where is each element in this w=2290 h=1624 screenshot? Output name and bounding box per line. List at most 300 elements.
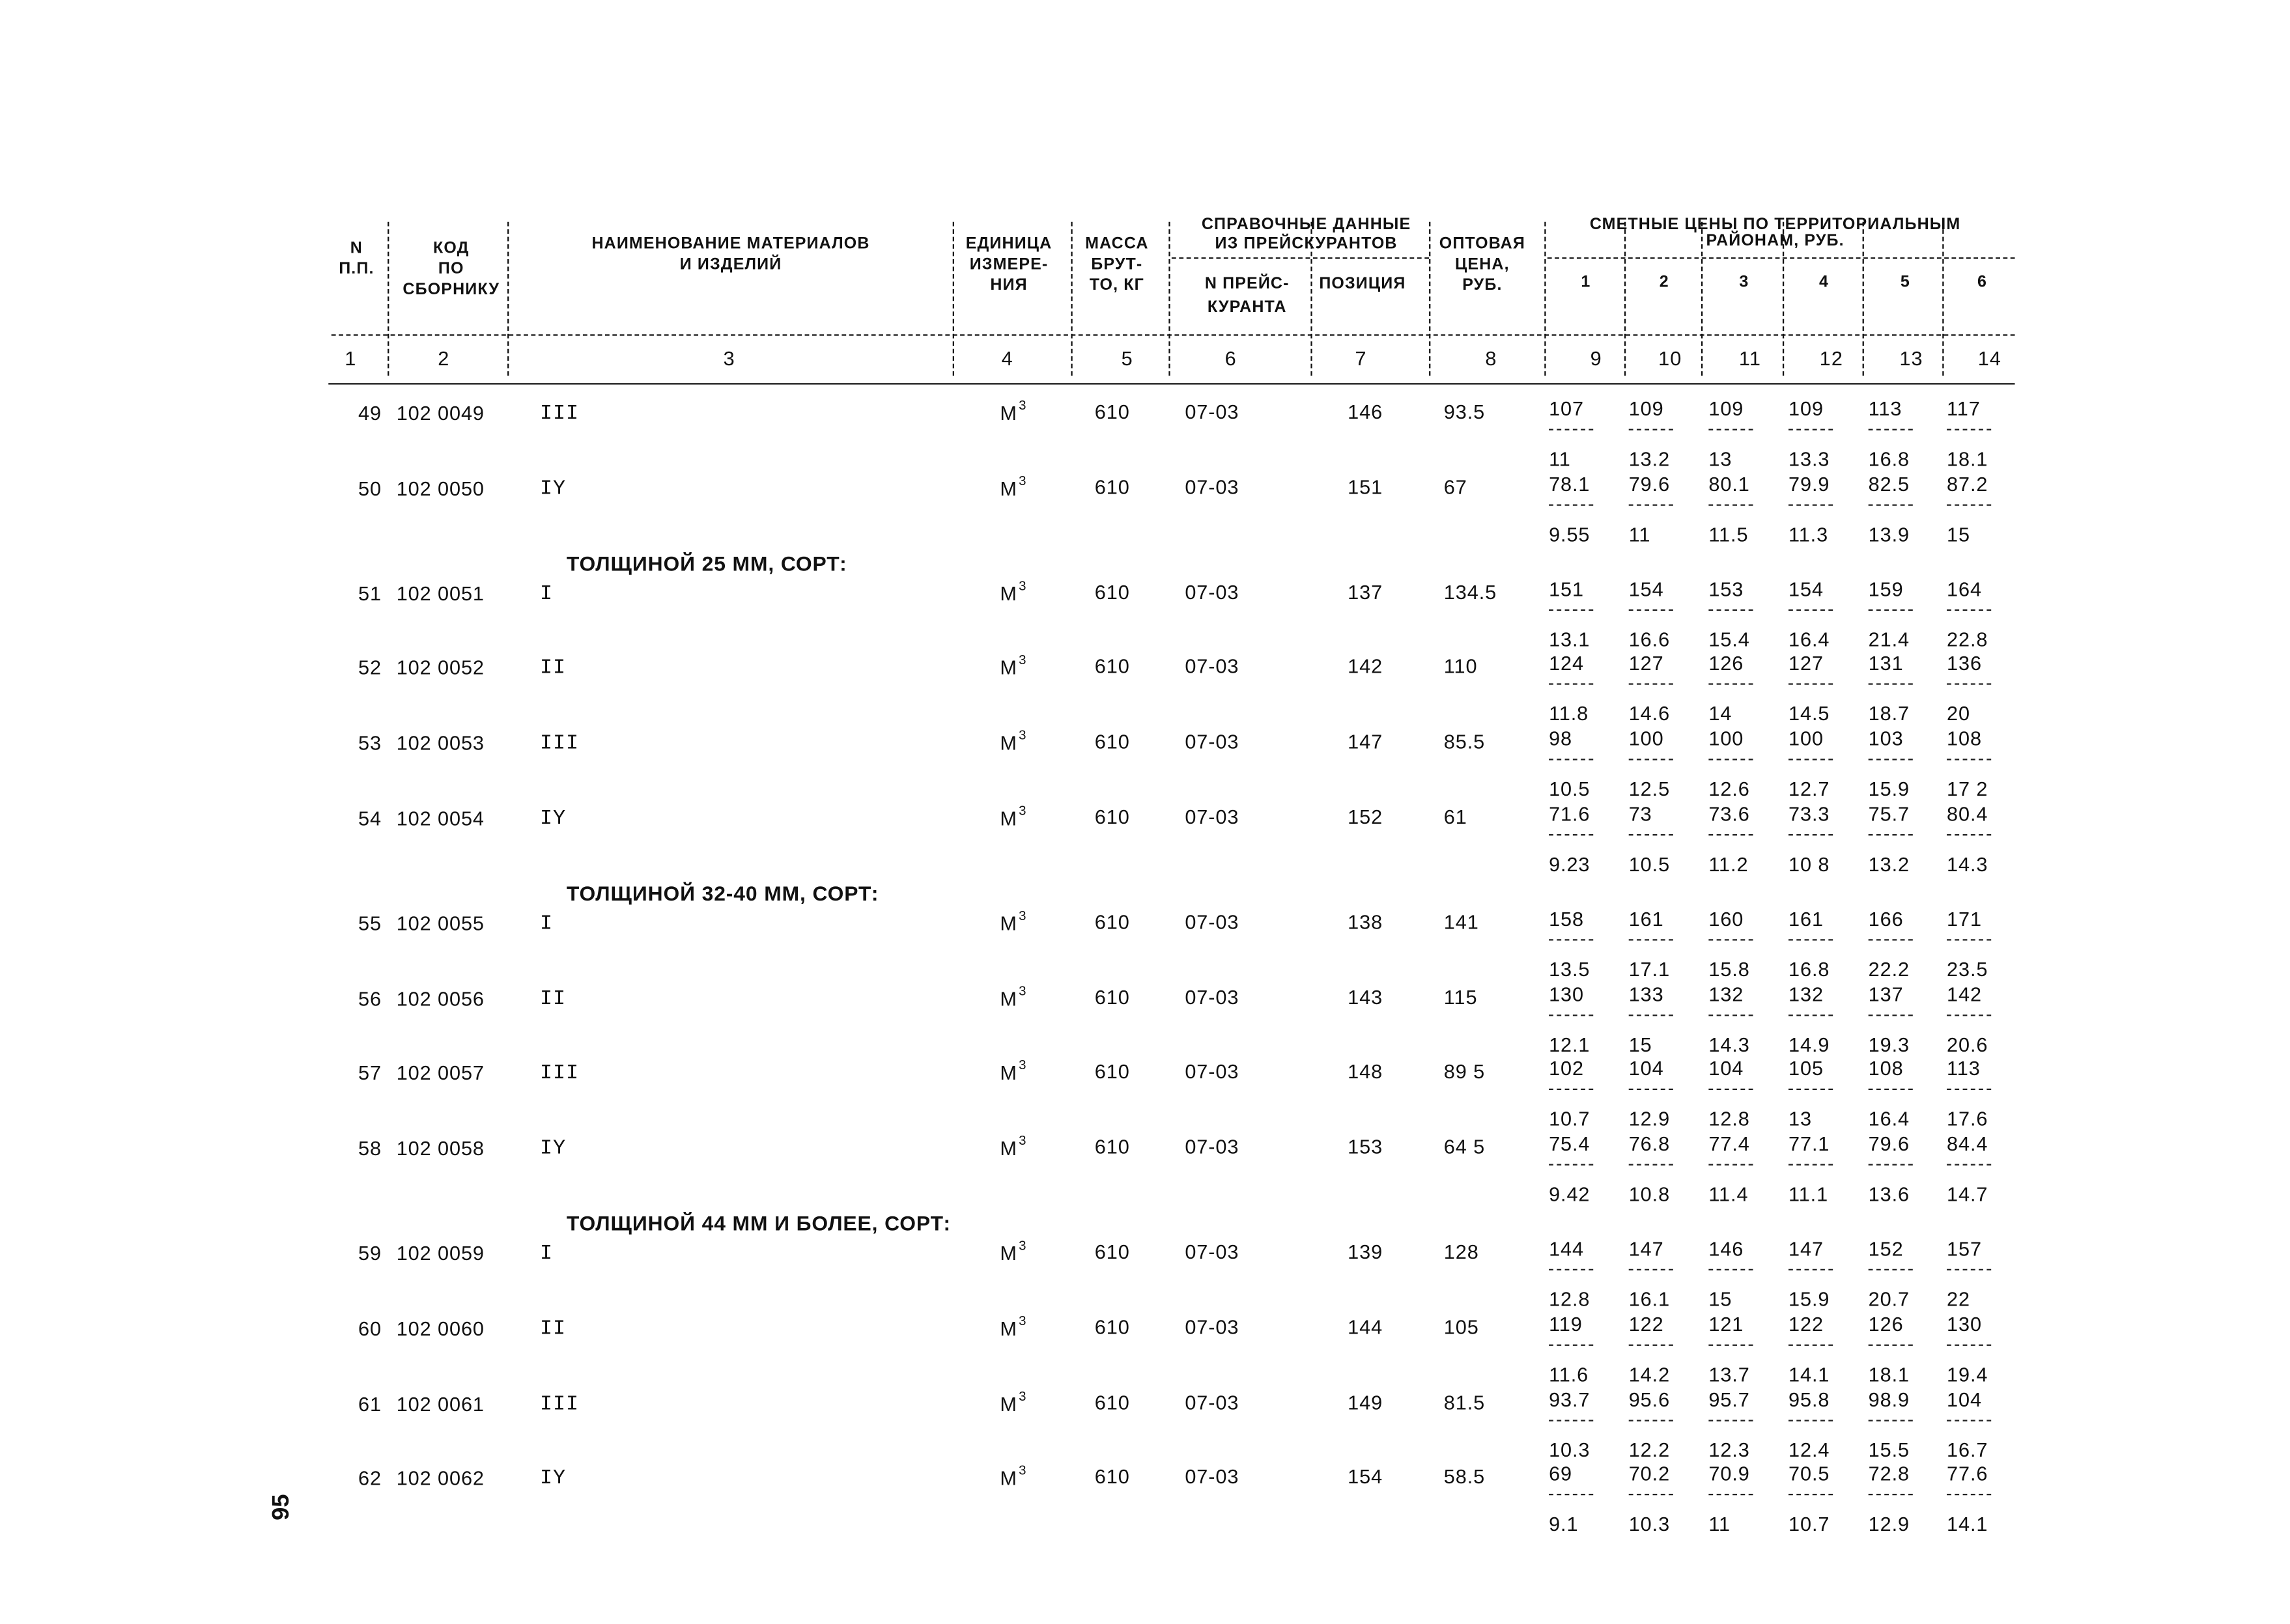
column-divider [1429, 222, 1430, 376]
fraction-bar [1549, 609, 1593, 610]
fraction-bar [1869, 1089, 1913, 1091]
header-code: ПО [438, 260, 464, 279]
region-price-with-transport: 122 [1788, 1313, 1824, 1336]
fraction-bar [1947, 939, 1991, 940]
header-mass: ТО, КГ [1089, 276, 1144, 294]
unit-exponent: 3 [1019, 578, 1027, 593]
fraction-bar [1549, 504, 1593, 505]
region-price-base: 11.4 [1708, 1183, 1749, 1206]
row-code: 102 0060 [396, 1317, 485, 1340]
region-price-with-transport: 75.4 [1549, 1133, 1590, 1156]
header-npp: N [350, 239, 363, 258]
fraction-bar [1788, 834, 1833, 835]
row-mass: 610 [1094, 1240, 1130, 1263]
region-price-with-transport: 124 [1549, 652, 1584, 675]
row-wholesale-price: 58.5 [1443, 1466, 1486, 1489]
region-price-with-transport: 73.6 [1708, 803, 1750, 826]
fraction-bar [1947, 1344, 1991, 1345]
region-price-with-transport: 84.4 [1947, 1133, 1988, 1156]
header-column-number: 8 [1485, 347, 1497, 370]
region-price-base: 15 [1628, 1033, 1652, 1056]
header-rule [332, 334, 2015, 335]
row-unit: М $^3$ [1000, 727, 1027, 755]
region-price-base: 11.1 [1788, 1183, 1829, 1206]
region-price-with-transport: 113 [1868, 397, 1902, 421]
region-price-base: 14.1 [1947, 1513, 1988, 1536]
region-price-base: 13.5 [1549, 958, 1590, 981]
fraction-bar [1629, 834, 1673, 835]
region-price-with-transport: 152 [1868, 1238, 1904, 1261]
fraction-bar [1629, 1089, 1673, 1091]
region-price-with-transport: 171 [1947, 908, 1982, 931]
region-price-base: 12.9 [1628, 1108, 1671, 1131]
region-price-base: 14.6 [1628, 703, 1671, 725]
region-price-with-transport: 130 [1549, 983, 1584, 1005]
unit-exponent: 3 [1019, 727, 1027, 743]
region-price-base: 12.4 [1788, 1438, 1830, 1461]
fraction-bar [1708, 504, 1753, 505]
fraction-bar [1708, 684, 1753, 685]
region-price-base: 10.8 [1628, 1183, 1671, 1206]
region-price-with-transport: 70.9 [1708, 1463, 1750, 1486]
row-name: I [540, 912, 554, 936]
section-heading: ТОЛЩИНОЙ 44 ММ И БОЛЕЕ, СОРТ: [566, 1211, 951, 1235]
header-unit: НИЯ [990, 276, 1028, 294]
fraction-bar [1629, 1344, 1673, 1345]
section-heading: ТОЛЩИНОЙ 32-40 ММ, СОРТ: [566, 881, 879, 905]
row-mass: 610 [1094, 805, 1130, 828]
fraction-bar [1629, 759, 1673, 761]
row-wholesale-price: 64 5 [1443, 1136, 1486, 1158]
header-column-number: 11 [1738, 347, 1762, 370]
header-price-list: КУРАНТА [1207, 298, 1287, 317]
unit-exponent: 3 [1019, 1133, 1027, 1148]
row-unit: М $^3$ [1000, 652, 1027, 680]
row-wholesale-price: 85.5 [1443, 731, 1486, 753]
fraction-bar [1549, 429, 1593, 430]
region-price-with-transport: 121 [1708, 1313, 1744, 1336]
row-code: 102 0061 [396, 1392, 485, 1415]
header-column-number: 7 [1355, 347, 1367, 370]
page-number: 95 [269, 1494, 294, 1520]
region-price-base: 13.2 [1628, 448, 1671, 471]
row-code: 102 0057 [396, 1062, 485, 1085]
fraction-bar [1629, 1494, 1673, 1496]
region-price-base: 12.8 [1708, 1108, 1750, 1131]
region-price-base: 16.8 [1788, 958, 1830, 981]
region-price-base: 20.7 [1868, 1288, 1910, 1311]
header-region-3: 3 [1739, 273, 1749, 292]
fraction-bar [1869, 504, 1913, 505]
row-mass: 610 [1094, 1136, 1130, 1158]
fraction-bar [1788, 759, 1833, 761]
region-price-base: 16.1 [1628, 1288, 1671, 1311]
fraction-bar [1869, 684, 1913, 685]
region-price-base: 14.3 [1947, 853, 1988, 876]
region-price-with-transport: 109 [1628, 397, 1664, 421]
row-unit: М $^3$ [1000, 578, 1027, 605]
header-column-number: 10 [1658, 347, 1682, 370]
fraction-bar [1549, 1089, 1593, 1091]
region-price-with-transport: 151 [1549, 578, 1584, 600]
region-price-with-transport: 126 [1868, 1313, 1904, 1336]
region-price-with-transport: 127 [1788, 652, 1824, 675]
fraction-bar [1629, 1420, 1673, 1421]
header-region-2: 2 [1659, 273, 1669, 292]
region-price-base: 21.4 [1868, 628, 1910, 651]
fraction-bar [1549, 1420, 1593, 1421]
row-mass: 610 [1094, 1316, 1130, 1339]
region-price-with-transport: 69 [1549, 1463, 1573, 1486]
region-price-base: 14.2 [1628, 1363, 1671, 1386]
region-price-base: 9.55 [1549, 523, 1590, 546]
fraction-bar [1708, 939, 1753, 940]
row-unit: М $^3$ [1000, 473, 1027, 500]
region-price-with-transport: 158 [1549, 908, 1584, 931]
region-price-base: 11.2 [1708, 853, 1749, 876]
header-column-number: 14 [1977, 347, 2002, 370]
region-price-with-transport: 79.6 [1628, 473, 1671, 496]
region-price-with-transport: 107 [1549, 397, 1584, 421]
row-number: 58 [358, 1138, 382, 1160]
fraction-bar [1708, 1269, 1753, 1270]
region-price-base: 22 [1947, 1288, 1971, 1311]
region-price-base: 13.6 [1868, 1183, 1910, 1206]
column-divider [507, 222, 509, 376]
region-price-with-transport: 144 [1549, 1238, 1584, 1261]
region-price-with-transport: 130 [1947, 1313, 1982, 1336]
row-name: II [540, 1317, 567, 1341]
fraction-bar [1869, 759, 1913, 761]
header-column-number: 13 [1899, 347, 1923, 370]
fraction-bar [1947, 609, 1991, 610]
row-number: 54 [358, 807, 382, 830]
fraction-bar [1869, 834, 1913, 835]
row-number: 49 [358, 402, 382, 425]
row-wholesale-price: 105 [1443, 1316, 1479, 1339]
region-price-with-transport: 164 [1947, 578, 1982, 600]
row-unit: М $^3$ [1000, 1313, 1027, 1340]
region-price-base: 14.5 [1788, 703, 1830, 725]
row-name: I [540, 581, 554, 606]
region-price-base: 15.5 [1868, 1438, 1910, 1461]
region-price-base: 18.1 [1947, 448, 1988, 471]
column-divider [1942, 222, 1944, 376]
header-bottom-rule [328, 383, 2014, 384]
region-price-base: 14 [1708, 703, 1732, 725]
row-wholesale-price: 81.5 [1443, 1391, 1486, 1414]
fraction-bar [1869, 1420, 1913, 1421]
row-unit: М $^3$ [1000, 1133, 1027, 1160]
row-number: 56 [358, 987, 382, 1010]
row-mass: 610 [1094, 1466, 1130, 1489]
row-wholesale-price: 67 [1443, 475, 1467, 498]
header-wholesale-price: РУБ. [1462, 276, 1503, 294]
row-price-list: 07-03 [1185, 475, 1239, 498]
fraction-bar [1869, 939, 1913, 940]
fraction-bar [1708, 834, 1753, 835]
region-price-with-transport: 122 [1628, 1313, 1664, 1336]
region-price-base: 15 [1708, 1288, 1732, 1311]
unit-exponent: 3 [1019, 397, 1027, 413]
fraction-bar [1549, 759, 1593, 761]
row-position: 138 [1348, 910, 1383, 933]
fraction-bar [1708, 429, 1753, 430]
row-name: III [540, 1062, 580, 1087]
fraction-bar [1549, 939, 1593, 940]
region-price-base: 13 [1788, 1108, 1812, 1131]
fraction-bar [1708, 609, 1753, 610]
fraction-bar [1549, 1269, 1593, 1270]
row-price-list: 07-03 [1185, 1466, 1239, 1489]
region-price-base: 14.3 [1708, 1033, 1750, 1056]
fraction-bar [1549, 1344, 1593, 1345]
region-price-base: 18.7 [1868, 703, 1910, 725]
row-code: 102 0051 [396, 581, 485, 605]
region-price-base: 10 8 [1788, 853, 1830, 876]
row-unit: М $^3$ [1000, 1238, 1027, 1265]
region-price-with-transport: 100 [1788, 727, 1824, 750]
region-price-with-transport: 142 [1947, 983, 1982, 1005]
row-mass: 610 [1094, 580, 1130, 603]
fraction-bar [1869, 1164, 1913, 1166]
fraction-bar [1947, 759, 1991, 761]
region-price-base: 13.2 [1868, 853, 1910, 876]
region-price-with-transport: 72.8 [1868, 1463, 1910, 1486]
row-price-list: 07-03 [1185, 1061, 1239, 1084]
region-price-with-transport: 136 [1947, 652, 1982, 675]
row-position: 147 [1348, 731, 1383, 753]
region-price-base: 10.5 [1549, 778, 1590, 801]
fraction-bar [1708, 759, 1753, 761]
row-wholesale-price: 134.5 [1443, 580, 1497, 603]
header-reference-data: СПРАВОЧНЫЕ ДАННЫЕ [1201, 216, 1411, 234]
region-price-with-transport: 127 [1628, 652, 1664, 675]
region-price-base: 15.9 [1868, 778, 1910, 801]
region-price-with-transport: 132 [1708, 983, 1744, 1005]
row-number: 50 [358, 477, 382, 500]
row-code: 102 0053 [396, 732, 485, 755]
section-heading: ТОЛЩИНОЙ 25 ММ, СОРТ: [566, 551, 847, 575]
fraction-bar [1629, 939, 1673, 940]
fraction-bar [1549, 1164, 1593, 1166]
region-price-with-transport: 133 [1628, 983, 1664, 1005]
row-mass: 610 [1094, 731, 1130, 753]
fraction-bar [1947, 1164, 1991, 1166]
row-code: 102 0058 [396, 1138, 485, 1160]
row-number: 51 [358, 581, 382, 605]
header-code: СБОРНИКУ [403, 281, 500, 299]
region-price-base: 10.3 [1628, 1513, 1671, 1536]
unit-exponent: 3 [1019, 1463, 1027, 1478]
row-price-list: 07-03 [1185, 400, 1239, 423]
region-price-with-transport: 78.1 [1549, 473, 1590, 496]
row-code: 102 0062 [396, 1468, 485, 1491]
fraction-bar [1947, 1089, 1991, 1091]
header-position: ПОЗИЦИЯ [1319, 275, 1406, 293]
fraction-bar [1869, 429, 1913, 430]
region-price-base: 17 2 [1947, 778, 1988, 801]
region-price-base: 12.2 [1628, 1438, 1671, 1461]
fraction-bar [1549, 1014, 1593, 1015]
row-position: 154 [1348, 1466, 1383, 1489]
row-position: 143 [1348, 986, 1383, 1009]
row-wholesale-price: 61 [1443, 805, 1467, 828]
row-unit: М $^3$ [1000, 803, 1027, 830]
region-price-with-transport: 70.2 [1628, 1463, 1671, 1486]
region-price-with-transport: 103 [1868, 727, 1904, 750]
fraction-bar [1788, 1089, 1833, 1091]
region-price-with-transport: 119 [1549, 1313, 1583, 1336]
header-unit: ИЗМЕРЕ- [969, 255, 1049, 274]
fraction-bar [1629, 504, 1673, 505]
row-wholesale-price: 115 [1443, 986, 1478, 1009]
region-price-base: 10.5 [1628, 853, 1671, 876]
row-price-list: 07-03 [1185, 986, 1239, 1009]
region-price-base: 22.8 [1947, 628, 1988, 651]
fraction-bar [1947, 504, 1991, 505]
region-price-with-transport: 73 [1628, 803, 1652, 826]
row-number: 53 [358, 732, 382, 755]
region-price-base: 15.8 [1708, 958, 1750, 981]
row-unit: М $^3$ [1000, 1057, 1027, 1085]
fraction-bar [1947, 429, 1991, 430]
region-price-with-transport: 71.6 [1549, 803, 1590, 826]
header-column-number: 12 [1819, 347, 1844, 370]
region-price-base: 13.9 [1868, 523, 1910, 546]
header-price-list: N ПРЕЙС- [1204, 275, 1290, 293]
region-price-with-transport: 82.5 [1868, 473, 1910, 496]
header-column-number: 9 [1590, 347, 1602, 370]
region-price-with-transport: 70.5 [1788, 1463, 1830, 1486]
header-column-number: 1 [345, 347, 357, 370]
region-price-with-transport: 161 [1628, 908, 1664, 931]
header-name: НАИМЕНОВАНИЕ МАТЕРИАЛОВ [591, 235, 870, 253]
row-price-list: 07-03 [1185, 1136, 1239, 1158]
header-rule [1548, 257, 2015, 259]
row-unit: М $^3$ [1000, 1388, 1027, 1415]
row-code: 102 0054 [396, 807, 485, 830]
fraction-bar [1869, 1344, 1913, 1345]
region-price-with-transport: 100 [1628, 727, 1664, 750]
fraction-bar [1549, 834, 1593, 835]
region-price-with-transport: 104 [1708, 1057, 1744, 1080]
region-price-base: 16.4 [1788, 628, 1830, 651]
region-price-with-transport: 104 [1628, 1057, 1664, 1080]
fraction-bar [1708, 1089, 1753, 1091]
fraction-bar [1947, 1420, 1991, 1421]
row-price-list: 07-03 [1185, 1391, 1239, 1414]
region-price-base: 12.6 [1708, 778, 1750, 801]
fraction-bar [1708, 1164, 1753, 1166]
region-price-with-transport: 160 [1708, 908, 1744, 931]
row-unit: М $^3$ [1000, 908, 1027, 935]
row-mass: 610 [1094, 656, 1130, 679]
row-name: III [540, 402, 580, 427]
row-position: 148 [1348, 1061, 1383, 1084]
region-price-with-transport: 157 [1947, 1238, 1982, 1261]
fraction-bar [1629, 429, 1673, 430]
region-price-with-transport: 95.8 [1788, 1388, 1830, 1410]
row-mass: 610 [1094, 400, 1130, 423]
region-price-with-transport: 98.9 [1868, 1388, 1910, 1410]
region-price-with-transport: 95.6 [1628, 1388, 1671, 1410]
region-price-base: 12.3 [1708, 1438, 1750, 1461]
column-divider [388, 222, 389, 376]
row-code: 102 0059 [396, 1242, 485, 1265]
row-name: IY [540, 1468, 567, 1492]
row-price-list: 07-03 [1185, 910, 1239, 933]
header-column-number: 2 [438, 347, 450, 370]
fraction-bar [1788, 939, 1833, 940]
row-position: 151 [1348, 475, 1383, 498]
header-reference-data: ИЗ ПРЕЙСКУРАНТОВ [1215, 235, 1398, 253]
header-column-number: 4 [1001, 347, 1013, 370]
row-price-list: 07-03 [1185, 1240, 1239, 1263]
region-price-base: 17.6 [1947, 1108, 1988, 1131]
region-price-base: 9.1 [1549, 1513, 1579, 1536]
row-position: 152 [1348, 805, 1383, 828]
fraction-bar [1947, 1494, 1991, 1496]
row-mass: 610 [1094, 986, 1130, 1009]
row-wholesale-price: 141 [1443, 910, 1479, 933]
fraction-bar [1629, 1014, 1673, 1015]
region-price-base: 16.7 [1947, 1438, 1988, 1461]
row-name: II [540, 987, 567, 1011]
row-number: 55 [358, 912, 382, 935]
region-price-with-transport: 100 [1708, 727, 1744, 750]
header-estimated-prices: РАЙОНАМ, РУБ. [1706, 232, 1845, 250]
column-divider [1701, 222, 1703, 376]
column-divider [1783, 222, 1784, 376]
region-price-with-transport: 161 [1788, 908, 1824, 931]
header-region-5: 5 [1900, 273, 1910, 292]
header-npp: П.П. [339, 260, 375, 279]
row-position: 146 [1348, 400, 1383, 423]
region-price-base: 14.7 [1947, 1183, 1988, 1206]
header-name: И ИЗДЕЛИЙ [679, 255, 782, 274]
row-number: 59 [358, 1242, 382, 1265]
region-price-with-transport: 109 [1788, 397, 1824, 421]
header-column-number: 5 [1121, 347, 1133, 370]
fraction-bar [1708, 1494, 1753, 1496]
fraction-bar [1629, 609, 1673, 610]
fraction-bar [1788, 1420, 1833, 1421]
region-price-with-transport: 154 [1788, 578, 1824, 600]
row-position: 144 [1348, 1316, 1383, 1339]
header-code: КОД [432, 239, 470, 258]
row-unit: М $^3$ [1000, 397, 1027, 425]
row-wholesale-price: 110 [1443, 656, 1478, 679]
row-number: 52 [358, 657, 382, 680]
row-code: 102 0056 [396, 987, 485, 1010]
fraction-bar [1947, 1014, 1991, 1015]
region-price-with-transport: 75.7 [1868, 803, 1910, 826]
region-price-with-transport: 131 [1868, 652, 1904, 675]
region-price-with-transport: 95.7 [1708, 1388, 1750, 1410]
region-price-base: 12.7 [1788, 778, 1830, 801]
region-price-base: 9.23 [1549, 853, 1590, 876]
unit-exponent: 3 [1019, 1057, 1027, 1073]
column-divider [1168, 222, 1170, 376]
region-price-base: 12.5 [1628, 778, 1671, 801]
region-price-base: 23.5 [1947, 958, 1988, 981]
region-price-with-transport: 108 [1947, 727, 1982, 750]
region-price-with-transport: 117 [1947, 397, 1981, 421]
fraction-bar [1947, 1269, 1991, 1270]
region-price-with-transport: 80.1 [1708, 473, 1750, 496]
region-price-with-transport: 109 [1708, 397, 1744, 421]
